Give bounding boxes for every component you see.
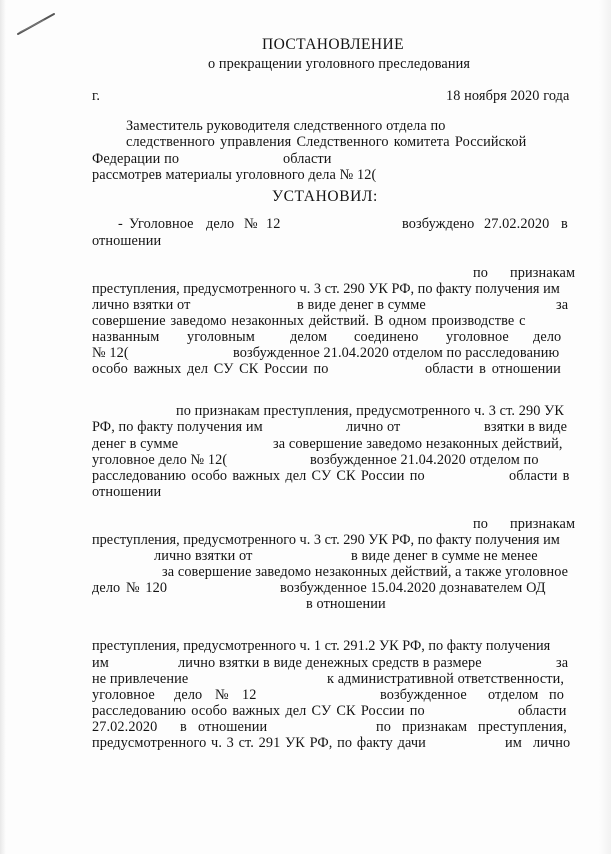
body-line-5a: лично взятки от	[92, 297, 191, 313]
body-line-1-w7: в	[561, 216, 568, 232]
body-line-18b: в виде денег в сумме не менее	[351, 548, 538, 564]
body-line-11a: РФ, по факту получения им	[92, 419, 263, 435]
body-line-28c: лично	[533, 735, 571, 751]
body-line-24b: к административной ответственности,	[327, 671, 565, 687]
body-line-7-w6: дело	[533, 329, 562, 345]
body-line-8b: возбужденное 21.04.2020 отделом по расследованию	[233, 345, 560, 361]
body-line-1-w2: дело	[206, 216, 235, 232]
body-line-25-w3: №	[215, 687, 229, 703]
body-line-25-w4: 12	[242, 687, 257, 703]
body-line-23b: лично взятки в виде денежных средств в размере	[178, 655, 482, 671]
body-line-3b: признакам	[510, 265, 576, 281]
body-line-1-w4: 12	[266, 216, 281, 232]
body-line-7-w2: уголовным	[187, 329, 255, 345]
body-line-11b: лично от	[346, 419, 401, 435]
body-line-1-w1: Уголовное	[129, 216, 194, 232]
body-line-27-w3: отношении	[198, 719, 268, 735]
body-line-27-w2: в	[180, 719, 187, 735]
body-line-20a: дело № 120	[92, 580, 168, 596]
section-heading: УСТАНОВИЛ:	[272, 188, 378, 205]
body-line-25-w7: по	[549, 687, 564, 703]
pen-stroke-mark	[14, 8, 62, 38]
body-line-3a: по	[473, 265, 488, 281]
body-line-5c: за	[556, 297, 569, 313]
body-line-11c: взятки в виде	[484, 419, 568, 435]
body-line-14b: области в	[509, 468, 570, 484]
body-line-1-dash: -	[118, 216, 123, 232]
body-line-25-w5: возбужденное	[380, 687, 467, 703]
body-line-13a: уголовное дело № 12(	[92, 452, 228, 468]
body-line-25-w2: дело	[174, 687, 203, 703]
intro-line-4: рассмотрев материалы уголовного дела № 12(	[92, 167, 377, 183]
document-subtitle: о прекращении уголовного преследования	[208, 56, 471, 72]
document-date: 18 ноября 2020 года	[446, 88, 570, 104]
body-line-19: за совершение заведомо незаконных действий, а также уголовное	[162, 564, 569, 580]
body-line-2: отношении	[92, 233, 162, 249]
body-line-27-w6: преступления,	[478, 719, 567, 735]
body-line-28a: предусмотренного ч. 3 ст. 291 УК РФ, по факту дачи	[92, 735, 426, 751]
body-line-7-w4: соединено	[354, 329, 419, 345]
body-line-10: по признакам преступления, предусмотренного ч. 3 ст. 290 УК	[176, 403, 565, 419]
body-line-25-w1: уголовное	[92, 687, 155, 703]
body-line-1-w3: №	[244, 216, 258, 232]
body-line-20b: возбужденное 15.04.2020 дознавателем ОД	[280, 580, 546, 596]
scan-right-edge	[599, 0, 611, 854]
body-line-23c: за	[556, 655, 569, 671]
intro-line-2: следственного управления Следственного комитета Российской	[126, 134, 527, 150]
body-line-27-w1: 27.02.2020	[92, 719, 158, 735]
body-line-26a: расследованию особо важных дел СУ СК России по	[92, 703, 425, 719]
document-title: ПОСТАНОВЛЕНИЕ	[262, 36, 404, 53]
body-line-1-w6: 27.02.2020	[484, 216, 550, 232]
body-line-7-w3: делом	[290, 329, 328, 345]
body-line-24a: не привлечение	[92, 671, 189, 687]
body-line-16a: по	[473, 516, 488, 532]
body-line-18a: лично взятки от	[154, 548, 253, 564]
body-line-5b: в виде денег в сумме	[297, 297, 426, 313]
body-line-22: преступления, предусмотренного ч. 1 ст. 291.2 УК РФ, по факту получения	[92, 638, 551, 654]
body-line-16b: признакам	[510, 516, 576, 532]
body-line-25-w6: отделом	[488, 687, 539, 703]
body-line-9b: области в отношении	[425, 361, 561, 377]
body-line-15: отношении	[92, 484, 162, 500]
body-line-1-w5: возбуждено	[402, 216, 475, 232]
body-line-28b: им	[505, 735, 522, 751]
body-line-12b: за совершение заведомо незаконных действий,	[273, 436, 563, 452]
body-line-9a: особо важных дел СУ СК России по	[92, 361, 329, 377]
body-line-12a: денег в сумме	[92, 436, 179, 452]
body-line-21: в отношении	[306, 596, 386, 612]
body-line-6: совершение заведомо незаконных действий. В одном производстве с	[92, 313, 526, 329]
scan-edge-shadow	[0, 0, 6, 854]
body-line-4: преступления, предусмотренного ч. 3 ст. 290 УК РФ, по факту получения им	[92, 281, 560, 297]
body-line-13b: возбужденное 21.04.2020 отделом по	[310, 452, 539, 468]
body-line-26b: области	[518, 703, 567, 719]
intro-line-3b: области	[283, 151, 332, 167]
body-line-27-w5: признакам	[402, 719, 468, 735]
body-line-17: преступления, предусмотренного ч. 3 ст. 290 УК РФ, по факту получения им	[92, 532, 560, 548]
intro-line-3a: Федерации по	[92, 151, 180, 167]
body-line-8a: № 12(	[92, 345, 129, 361]
body-line-7-w5: уголовное	[446, 329, 509, 345]
body-line-23a: им	[92, 655, 109, 671]
intro-line-1: Заместитель руководителя следственного отдела по	[126, 118, 446, 134]
city-prefix: г.	[92, 88, 101, 104]
body-line-7-w1: названным	[92, 329, 160, 345]
body-line-27-w4: по	[376, 719, 391, 735]
body-line-14a: расследованию особо важных дел СУ СК России по	[92, 468, 425, 484]
